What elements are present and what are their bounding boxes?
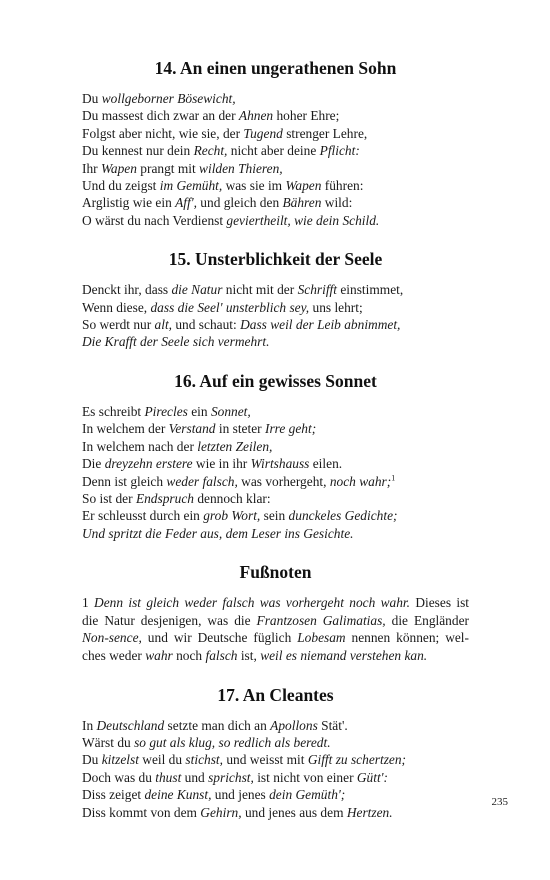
- emphasis-text: Pflicht:: [319, 143, 360, 159]
- emphasis-text: Bähren: [282, 195, 322, 211]
- emphasis-text: noch wahr;: [329, 473, 392, 489]
- text-run: Du: [82, 752, 102, 768]
- verse-line: [82, 160, 469, 177]
- footnotes-section: [82, 560, 469, 664]
- verse-line: [82, 194, 469, 211]
- footnote-line: [82, 629, 469, 647]
- emphasis-text: Irre geht;: [264, 421, 317, 437]
- emphasis-text: Dass weil der Leib abnimmet,: [240, 317, 401, 333]
- emphasis-text: Die Krafft der Seele sich vermehrt.: [82, 334, 270, 350]
- emphasis-text: kitzelst: [101, 752, 139, 768]
- text-run: führen:: [321, 178, 364, 194]
- text-run: und schaut:: [172, 317, 241, 333]
- emphasis-text: Tugend: [243, 125, 283, 141]
- emphasis-text: dunckeles Gedichte;: [288, 508, 398, 524]
- emphasis-text: Schrifft: [297, 282, 337, 298]
- emphasis-text: dreyzehn erstere: [104, 456, 193, 472]
- text-run: Doch was du: [82, 769, 156, 785]
- verse-line: [82, 107, 469, 124]
- poem-title: 14. An einen ungerathenen Sohn: [154, 58, 397, 78]
- emphasis-text: sprichst,: [208, 769, 254, 785]
- poem-title: 15. Unsterblichkeit der Seele: [168, 249, 383, 270]
- text-run: und jenes aus dem: [241, 804, 347, 820]
- poem-title: 16. Auf ein gewisses Sonnet: [174, 370, 377, 391]
- text-run: In welchem der: [82, 421, 169, 437]
- text-run: was vorhergeht,: [237, 473, 330, 489]
- text-run: hoher Ehre;: [273, 108, 340, 124]
- page-content: [82, 56, 469, 839]
- poem-16: [82, 369, 469, 542]
- emphasis-text: Und spritzt die Feder aus, dem Leser ins Gesichte.: [82, 525, 354, 541]
- poem-body: [82, 403, 469, 542]
- emphasis-text: geviertheilt, wie dein Schild.: [226, 212, 380, 228]
- text-run: Du kennest nur dein: [82, 143, 194, 159]
- verse-line: [82, 769, 469, 786]
- text-run: ein: [187, 403, 211, 419]
- verse-line: [82, 212, 469, 229]
- text-run: und wir Deutsche füglich: [141, 630, 298, 646]
- emphasis-text: deine Kunst,: [144, 787, 212, 803]
- emphasis-text: Wapen: [100, 160, 137, 176]
- emphasis-text: Ahnen: [238, 108, 274, 124]
- text-run: Dieses ist: [410, 595, 470, 611]
- emphasis-text: grob Wort,: [203, 508, 261, 524]
- emphasis-text: Endspruch: [135, 490, 194, 506]
- verse-line: [82, 786, 469, 803]
- text-run: noch: [172, 647, 206, 663]
- emphasis-text: Denn ist gleich weder falsch was vorhergeht noch wahr.: [94, 595, 410, 611]
- text-run: Er schleusst durch ein: [82, 508, 204, 524]
- emphasis-text: so gut als klug, so redlich als beredt.: [134, 734, 331, 750]
- footnotes-title: Fußnoten: [239, 562, 312, 583]
- text-run: uns lehrt;: [309, 299, 363, 315]
- text-run: was sie im: [222, 178, 286, 194]
- emphasis-text: Deutschland: [96, 717, 165, 733]
- poem-title: 17. An Cleantes: [217, 684, 334, 705]
- text-run: die Engländer: [385, 612, 469, 628]
- text-run: ches weder: [82, 647, 146, 663]
- verse-line: [82, 438, 469, 455]
- text-run: und jenes: [211, 787, 270, 803]
- text-run: O wärst du nach Verdienst: [82, 212, 227, 228]
- verse-line: [82, 420, 469, 437]
- text-run: in steter: [215, 421, 265, 437]
- emphasis-text: Verstand: [168, 421, 216, 437]
- emphasis-text: Gütt':: [356, 769, 389, 785]
- verse-line: [82, 177, 469, 194]
- emphasis-text: Aff',: [175, 195, 197, 211]
- verse-line: [82, 333, 469, 350]
- text-run: prangt mit: [136, 160, 200, 176]
- footnote-body: [82, 594, 469, 664]
- text-run: strenger Lehre,: [282, 125, 368, 141]
- text-run: Und du zeigst: [82, 178, 160, 194]
- text-run: Die: [82, 456, 105, 472]
- text-run: Diss zeiget: [82, 787, 145, 803]
- verse-line: [82, 734, 469, 751]
- footnote-line: [82, 594, 469, 612]
- poem-14: [82, 56, 469, 229]
- verse-line: [82, 142, 469, 159]
- verse-line: [82, 717, 469, 734]
- text-run: nicht aber deine: [227, 143, 320, 159]
- emphasis-text: Non-sence,: [82, 630, 142, 646]
- emphasis-text: die Natur: [171, 282, 223, 298]
- text-run: Denn ist gleich: [82, 473, 167, 489]
- verse-line: [82, 125, 469, 142]
- text-run: So ist der: [82, 490, 136, 506]
- text-run: ist nicht von einer: [253, 769, 357, 785]
- text-run: Arglistig wie ein: [82, 195, 176, 211]
- text-run: Denckt ihr, dass: [82, 282, 172, 298]
- emphasis-text: stichst,: [185, 752, 223, 768]
- poem-body: [82, 281, 469, 351]
- emphasis-text: thust: [155, 769, 182, 785]
- verse-line: [82, 525, 469, 542]
- verse-line: [82, 299, 469, 316]
- verse-line: [82, 90, 469, 107]
- text-run: Wenn diese,: [82, 299, 151, 315]
- poem-body: [82, 717, 469, 821]
- verse-line: [82, 455, 469, 472]
- emphasis-text: dass die Seel' unsterblich sey,: [150, 299, 310, 315]
- text-run: wie in ihr: [192, 456, 251, 472]
- page-number: 235: [491, 796, 508, 808]
- verse-line: [82, 403, 469, 420]
- text-run: die Natur desjenigen, was die: [82, 612, 257, 628]
- emphasis-text: Sonnet,: [210, 403, 251, 419]
- verse-line: [82, 751, 469, 768]
- emphasis-text: wollgeborner Bösewicht,: [101, 91, 236, 106]
- emphasis-text: Wapen: [285, 178, 322, 194]
- emphasis-text: wilden Thieren,: [199, 160, 283, 176]
- text-run: Es schreibt: [82, 403, 145, 419]
- text-run: 1: [82, 595, 95, 611]
- text-run: In welchem nach der: [82, 438, 198, 454]
- text-run: Diss kommt von dem: [82, 804, 201, 820]
- emphasis-text: Gehirn,: [200, 804, 242, 820]
- footnote-line: [82, 647, 469, 665]
- verse-line: [82, 507, 469, 524]
- emphasis-text: Wirtshauss: [250, 456, 310, 472]
- poem-body: [82, 90, 469, 229]
- emphasis-text: Pirecles: [144, 403, 188, 419]
- emphasis-text: weil es niemand verstehen kan.: [260, 647, 428, 663]
- text-run: weil du: [138, 752, 186, 768]
- emphasis-text: letzten Zeilen,: [197, 438, 273, 454]
- emphasis-text: Frantzosen Galimatias,: [256, 612, 386, 628]
- emphasis-text: Recht,: [193, 143, 228, 159]
- text-run: einstimmet,: [337, 282, 404, 298]
- text-run: eilen.: [309, 456, 343, 472]
- text-run: So werdt nur: [82, 317, 155, 333]
- emphasis-text: Lobesam: [297, 630, 346, 646]
- verse-line: [82, 804, 469, 821]
- emphasis-text: im Gemüht,: [159, 178, 223, 194]
- emphasis-text: dein Gemüth';: [269, 787, 346, 803]
- text-run: wild:: [321, 195, 353, 211]
- verse-line: [82, 473, 469, 490]
- text-run: ist,: [237, 647, 261, 663]
- text-run: setzte man dich an: [164, 717, 271, 733]
- emphasis-text: Hertzen.: [346, 804, 393, 820]
- emphasis-text: wahr: [145, 647, 173, 663]
- poem-15: [82, 247, 469, 351]
- text-run: sein: [260, 508, 289, 524]
- text-run: und: [181, 769, 209, 785]
- footnote-line: [82, 612, 469, 630]
- text-run: nicht mit der: [222, 282, 298, 298]
- verse-line: [82, 490, 469, 507]
- text-run: Folgst aber nicht, wie sie, der: [82, 125, 244, 141]
- emphasis-text: Gifft zu schertzen;: [307, 752, 406, 768]
- text-run: und weisst mit: [223, 752, 308, 768]
- verse-line: [82, 281, 469, 298]
- text-run: Ihr: [82, 160, 101, 176]
- text-run: Wärst du: [82, 734, 135, 750]
- text-run: dennoch klar:: [193, 490, 271, 506]
- emphasis-text: alt,: [154, 317, 173, 333]
- text-run: Du: [82, 91, 102, 106]
- emphasis-text: weder falsch,: [166, 473, 238, 489]
- emphasis-text: falsch: [205, 647, 238, 663]
- footnote-ref: 1: [391, 473, 396, 483]
- text-run: und gleich den: [196, 195, 283, 211]
- emphasis-text: Apollons: [270, 717, 318, 733]
- verse-line: [82, 316, 469, 333]
- poem-17: [82, 683, 469, 821]
- text-run: Du massest dich zwar an der: [82, 108, 239, 124]
- text-run: nennen können; wel-: [345, 630, 469, 646]
- text-run: Stät'.: [317, 717, 348, 733]
- text-run: In: [82, 717, 97, 733]
